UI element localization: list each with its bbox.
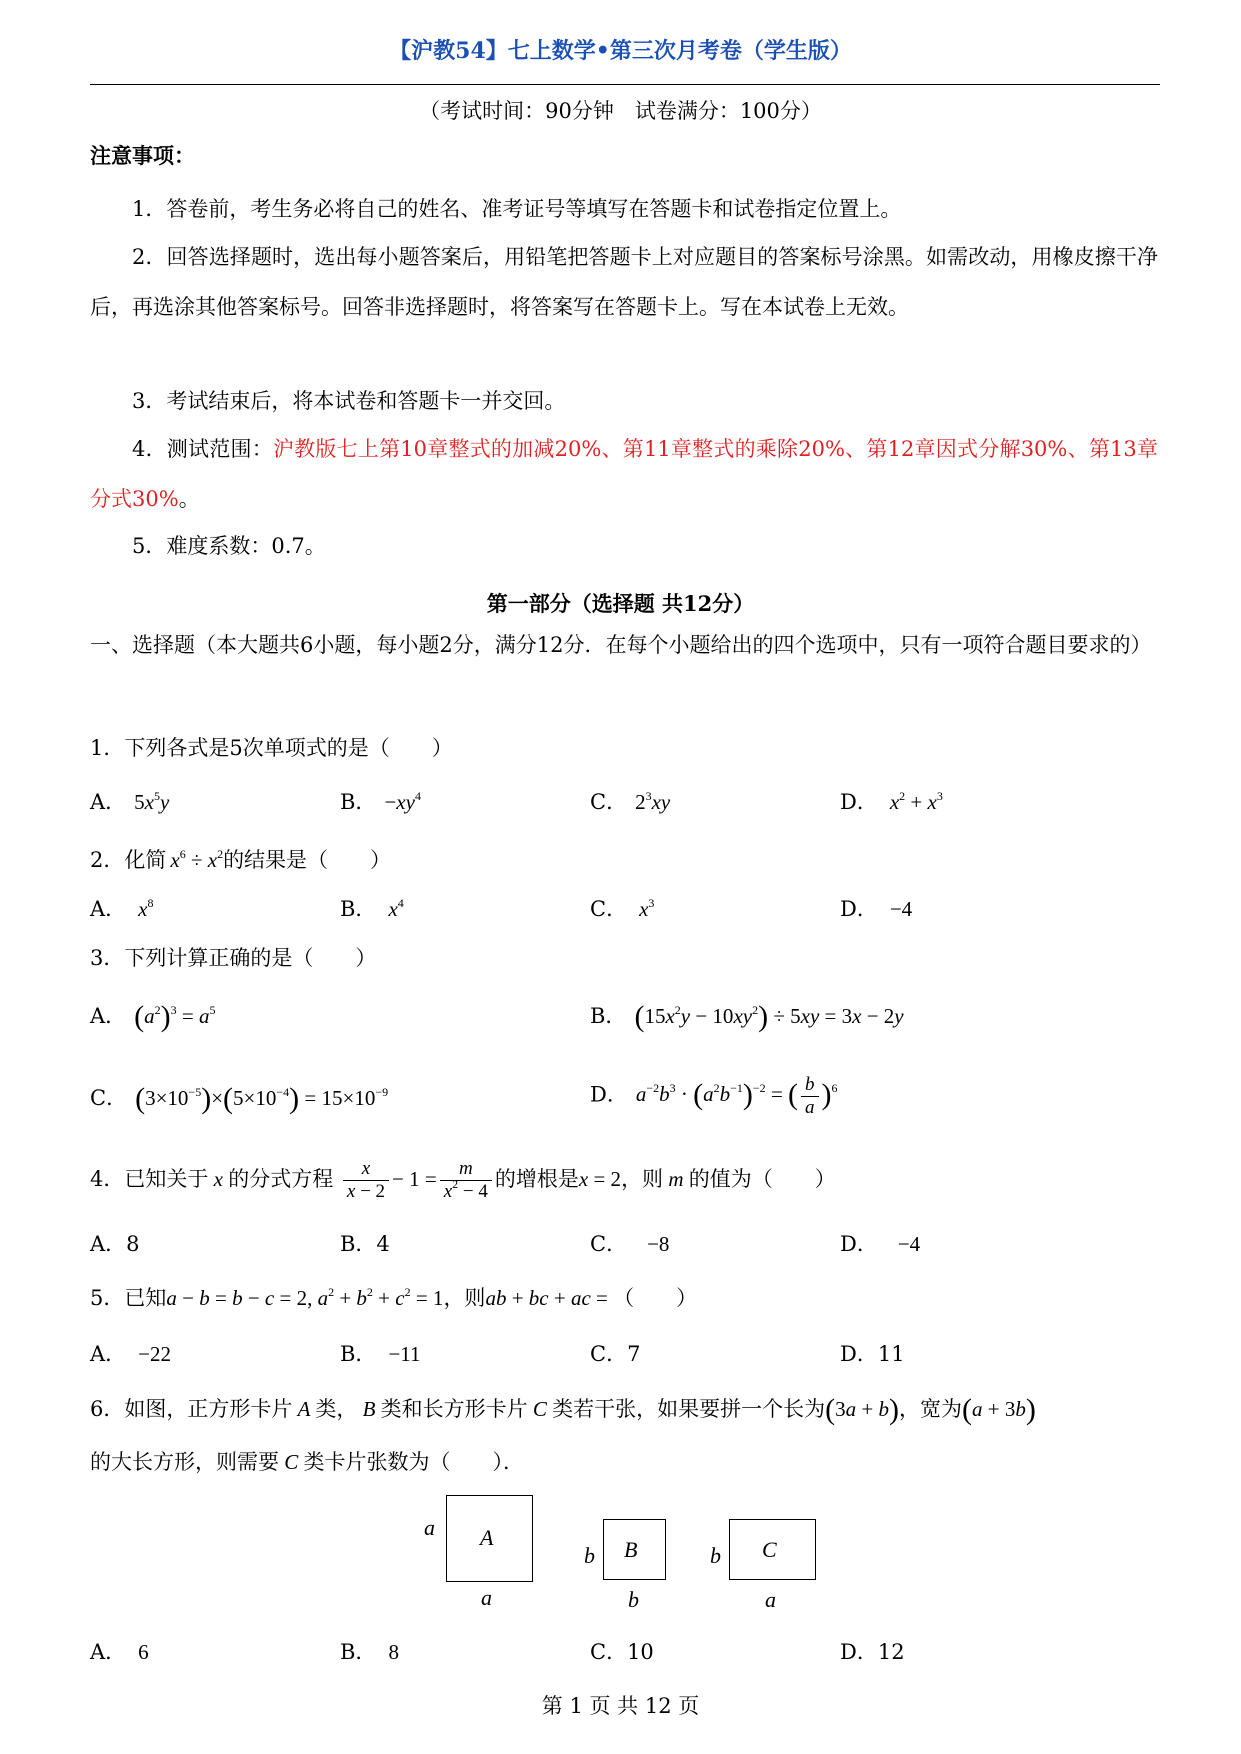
- q5-option-d[interactable]: D．11: [840, 1342, 905, 1366]
- part-one-title: 第一部分（选择题 共12分）: [486, 591, 755, 616]
- q6-option-a[interactable]: A． 6: [90, 1640, 149, 1664]
- q6-option-c[interactable]: C．10: [590, 1640, 654, 1664]
- section-intro: 一、选择题（本大题共6小题，每小题2分，满分12分．在每个小题给出的四个选项中，只有一项符合题目要求的）: [90, 633, 1152, 657]
- page-footer: 第 1 页 共 12 页: [541, 1694, 700, 1718]
- notice-item-4: [90, 424, 1158, 524]
- q6-option-b[interactable]: B． 8: [340, 1640, 399, 1664]
- card-c-label: C: [762, 1537, 777, 1562]
- notice-heading: 注意事项：: [90, 143, 195, 168]
- card-c-side-label: b: [710, 1543, 721, 1568]
- card-a-label: A: [480, 1525, 494, 1550]
- q4-option-d[interactable]: D． −4: [840, 1232, 921, 1256]
- q2-option-a[interactable]: A． $x^8$: [90, 896, 154, 921]
- card-b-bottom-label: b: [628, 1587, 639, 1612]
- q1-option-a[interactable]: A． $5x^5y$: [90, 789, 170, 814]
- card-b-label: B: [624, 1537, 638, 1562]
- notice-item-4-suffix: 。: [178, 487, 200, 511]
- q3-option-b[interactable]: B． $(15x^2y - 10xy^2) \div 5xy = 3x - 2y$: [590, 1000, 904, 1033]
- question-5-stem: 5．已知a − b = b − c = 2, $a^2 + b^2 + c^2 = 1$，则ab + bc + ac = （ ）: [90, 1285, 698, 1310]
- question-1-stem: 1．下列各式是5次单项式的是（ ）: [90, 736, 453, 760]
- q5-option-a[interactable]: A． −22: [90, 1342, 172, 1366]
- question-6-stem-line2: 的大长方形，则需要 C 类卡片张数为（ ）．: [90, 1450, 525, 1474]
- q4-option-a[interactable]: A．8: [90, 1232, 140, 1256]
- q3-option-c[interactable]: C． $(3\times 10^{-5})\times(5\times 10^{-4}) = 15\times 10^{-9}$: [90, 1082, 389, 1115]
- notice-item-5: 5．难度系数：0.7。: [132, 534, 326, 558]
- q2-option-b[interactable]: B． $x^4$: [340, 896, 404, 921]
- card-a-side-label: a: [424, 1515, 435, 1540]
- notice-item-3: 3．考试结束后，将本试卷和答题卡一并交回。: [132, 389, 566, 413]
- q5-option-c[interactable]: C．7: [590, 1342, 641, 1366]
- q6-option-d[interactable]: D．12: [840, 1640, 905, 1664]
- q2-option-c[interactable]: C． $x^3$: [590, 896, 655, 921]
- q3-option-d[interactable]: D． $a^{-2}b^3 \cdot (a^2b^{-1})^{-2}$ = ( $\frac{b}{a}$ )$^6$: [590, 1074, 838, 1118]
- q1-option-b[interactable]: B． $-xy^4$: [340, 789, 421, 814]
- question-2-stem: 2．化简 $x^6 \div x^2$的结果是（ ）: [90, 847, 392, 872]
- card-c-bottom-label: a: [765, 1587, 776, 1612]
- question-3-stem: 3．下列计算正确的是（ ）: [90, 946, 377, 970]
- q1-option-d[interactable]: D． $x^2 + x^3$: [840, 789, 943, 814]
- notice-item-4-prefix: 4．测试范围：: [132, 437, 273, 461]
- question-4-stem: 4．已知关于 x 的分式方程 $\frac{x}{x - 2}$ − 1 = $\frac{m}{x^2 - 4}$ 的增根是x = 2，则 m 的值为（ ）: [90, 1158, 836, 1202]
- q5-option-b[interactable]: B． −11: [340, 1342, 421, 1366]
- card-b-side-label: b: [584, 1543, 595, 1568]
- q1-option-c[interactable]: C． $2^3xy$: [590, 789, 671, 814]
- notice-item-1: 1．答卷前，考生务必将自己的姓名、准考证号等填写在答题卡和试卷指定位置上。: [132, 197, 902, 221]
- q4-option-b[interactable]: B．4: [340, 1232, 390, 1256]
- q4-option-c[interactable]: C． −8: [590, 1232, 670, 1256]
- test-scope-text: 沪教版七上第10章整式的加减20%、第11章整式的乘除20%、第12章因式分解30%、第13章分式30%: [90, 437, 1158, 511]
- question-6-stem-line1: 6．如图，正方形卡片 A 类， B 类和长方形卡片 C 类若干张，如果要拼一个长为(3a + b)，宽为(a + 3b): [90, 1393, 1036, 1426]
- q2-option-d[interactable]: D． −4: [840, 897, 913, 921]
- notice-item-2: 2．回答选择题时，选出每小题答案后，用铅笔把答题卡上对应题目的答案标号涂黑。如需改动，用橡皮擦干净后，再选涂其他答案标号。回答非选择题时，将答案写在答题卡上。写在本试卷上无效。: [90, 245, 1158, 319]
- exam-info: （考试时间：90分钟 试卷满分：100分）: [419, 99, 822, 123]
- document-title: 【沪教54】七上数学•第三次月考卷（学生版）: [389, 38, 852, 64]
- header-divider: [90, 84, 1160, 85]
- q3-option-a[interactable]: A． $(a^2)^3 = a^5$: [90, 1000, 216, 1033]
- card-a-bottom-label: a: [481, 1585, 492, 1610]
